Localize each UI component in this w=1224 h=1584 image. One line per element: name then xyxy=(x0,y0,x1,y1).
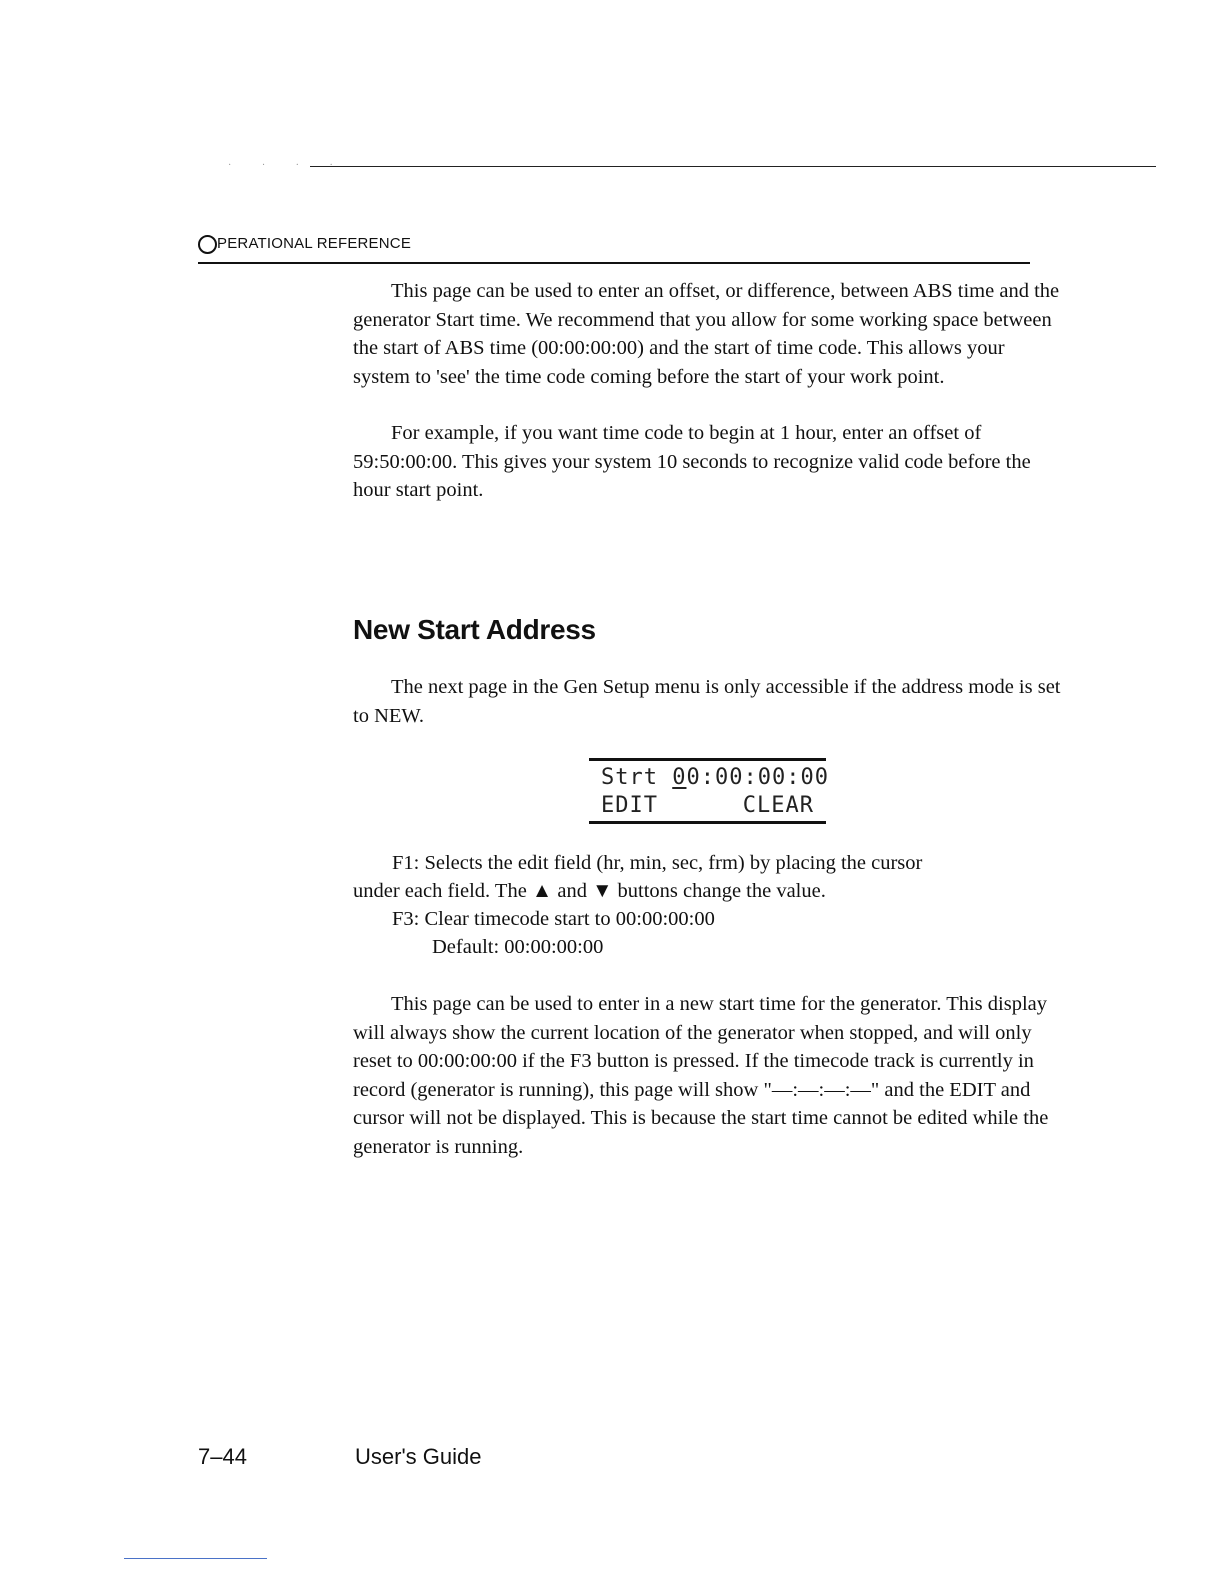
page-number: 7–44 xyxy=(198,1444,247,1469)
and-word: and xyxy=(557,880,587,902)
down-arrow-icon: ▼ xyxy=(592,880,613,902)
f1-text: Selects the edit field (hr, min, sec, frm) by placing the cursor xyxy=(424,852,923,874)
bottom-edge-mark xyxy=(124,1558,267,1559)
top-scan-dots: · · · · xyxy=(228,160,347,171)
lcd-line-1 xyxy=(601,765,829,790)
header-initial-circle xyxy=(198,235,217,254)
section-intro: The next page in the Gen Setup menu is only accessible if the address mode is set to NEW. xyxy=(353,676,1061,727)
running-header xyxy=(198,232,1030,264)
f1-text-cont-a: under each field. The xyxy=(353,880,527,902)
default-value: Default: 00:00:00:00 xyxy=(432,936,604,958)
lcd-f3-label: CLEAR xyxy=(742,793,814,818)
header-title-text: PERATIONAL REFERENCE xyxy=(217,235,412,252)
f1-key: F1: xyxy=(392,852,420,874)
header-title xyxy=(198,235,411,254)
f3-text: Clear timecode start to 00:00:00:00 xyxy=(424,908,715,930)
footer-guide-title: User's Guide xyxy=(355,1444,482,1469)
f3-key: F3: xyxy=(392,908,420,930)
intro-paragraph-2: For example, if you want time code to begin at 1 hour, enter an offset of 59:50:00:00. This gives your system 10 seconds to recognize valid code before the hour start point. xyxy=(353,422,1031,501)
intro-paragraph-1: This page can be used to enter an offset, or difference, between ABS time and the generator Start time. We recommend that you allow for some working space between the start of ABS time (00:00:00:00) and the start of time code. This allows your system to 'see' the time code coming before the start of your work point. xyxy=(353,280,1060,388)
up-arrow-icon: ▲ xyxy=(531,880,553,902)
lcd-display xyxy=(589,758,829,824)
f3-description xyxy=(392,905,715,934)
f1-description xyxy=(392,849,922,878)
top-rule xyxy=(310,166,1156,167)
lcd-time: 0:00:00:00 xyxy=(686,765,829,790)
f1-description-cont xyxy=(353,877,826,906)
lcd-f1-label: EDIT xyxy=(601,793,658,818)
lcd-label: Strt xyxy=(601,765,658,790)
body-paragraph: This page can be used to enter in a new start time for the generator. This display will always show the current location of the generator when stopped, and will only reset to 00:00:00:00 if the F3 button is pressed. If the timecode track is currently in record (generator is running), this page will show "—:—:—:—" and the EDIT and cursor will not be displayed. This is because the start time cannot be edited while the generator is running. xyxy=(353,993,1049,1158)
section-heading: New Start Address xyxy=(353,614,596,645)
lcd-cursor-digit: 0 xyxy=(672,765,687,790)
f1-text-cont-b: buttons change the value. xyxy=(617,880,826,902)
